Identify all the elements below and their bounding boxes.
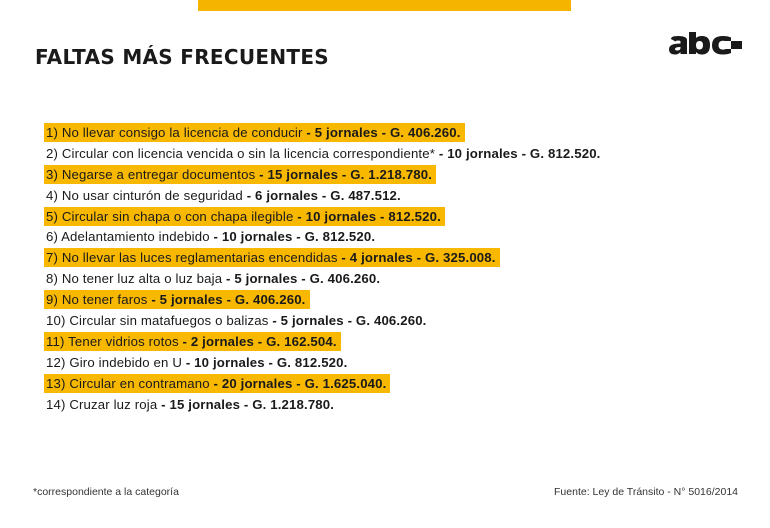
infraction-penalty: - 5 jornales - G. 406.260. [147, 292, 306, 308]
infraction-item [44, 290, 605, 311]
infraction-item [44, 248, 605, 269]
infraction-label: 13) Circular en contramano [46, 375, 210, 391]
infraction-label: 5) Circular sin chapa o con chapa ilegible [46, 208, 294, 224]
infraction-penalty: - 15 jornales - G. 1.218.780. [255, 166, 433, 182]
infraction-label: 1) No llevar consigo la licencia de conducir [46, 125, 303, 140]
infraction-label: 6) Adelantamiento indebido [46, 229, 210, 245]
infraction-item [44, 165, 605, 186]
infraction-penalty: - 2 jornales - G. 162.504. [178, 333, 337, 349]
infraction-item [44, 186, 605, 207]
top-accent-bar [198, 0, 571, 11]
infraction-label: 9) No tener faros [46, 292, 148, 308]
infraction-penalty: - 10 jornales - G. 812.520. [435, 145, 601, 161]
infraction-label: 10) Circular sin matafuegos o balizas [46, 313, 269, 329]
infraction-label: 3) Negarse a entregar documentos [46, 166, 256, 182]
infraction-penalty: - 5 jornales - G. 406.260. [268, 313, 427, 329]
infraction-label: 8) No tener luz alta o luz baja [46, 271, 223, 287]
infraction-label: 2) Circular con licencia vencida o sin la licencia correspondiente* [46, 145, 436, 161]
infraction-penalty: - 5 jornales - G. 406.260. [302, 125, 461, 140]
infraction-label: 14) Cruzar luz roja [46, 396, 158, 412]
infraction-label: 12) Giro indebido en U [46, 354, 182, 370]
infraction-item [44, 374, 605, 395]
infraction-penalty: - 10 jornales - G. 812.520. [182, 354, 348, 370]
infraction-item [44, 144, 605, 165]
abc-logo [669, 30, 742, 56]
infraction-penalty: - 5 jornales - G. 406.260. [222, 271, 381, 287]
infraction-item [44, 353, 605, 374]
infraction-item [44, 395, 605, 416]
source-citation: Fuente: Ley de Tránsito - N° 5016/2014 [554, 486, 738, 498]
page-title: FALTAS MÁS FRECUENTES [35, 45, 330, 69]
infraction-penalty: - 10 jornales - G. 812.520. [209, 229, 376, 245]
infraction-item [44, 332, 605, 353]
infraction-label: 4) No usar cinturón de seguridad [46, 187, 243, 203]
infraction-penalty: - 4 jornales - G. 325.008. [337, 250, 496, 266]
infraction-label: 11) Tener vidrios rotos [46, 333, 179, 349]
infraction-item [44, 269, 605, 290]
infraction-label: 7) No llevar las luces reglamentarias encendidas [46, 250, 338, 266]
infraction-item [44, 123, 605, 144]
infractions-list [44, 123, 605, 415]
infraction-penalty: - 6 jornales - G. 487.512. [242, 187, 401, 203]
footnote: *correspondiente a la categoría [33, 486, 179, 498]
infraction-penalty: - 20 jornales - G. 1.625.040. [209, 375, 387, 391]
infraction-item [44, 311, 605, 332]
infraction-item [44, 227, 605, 248]
infraction-item [44, 207, 605, 228]
infraction-penalty: - 15 jornales - G. 1.218.780. [157, 396, 335, 412]
infraction-penalty: - 10 jornales - 812.520. [293, 208, 441, 224]
